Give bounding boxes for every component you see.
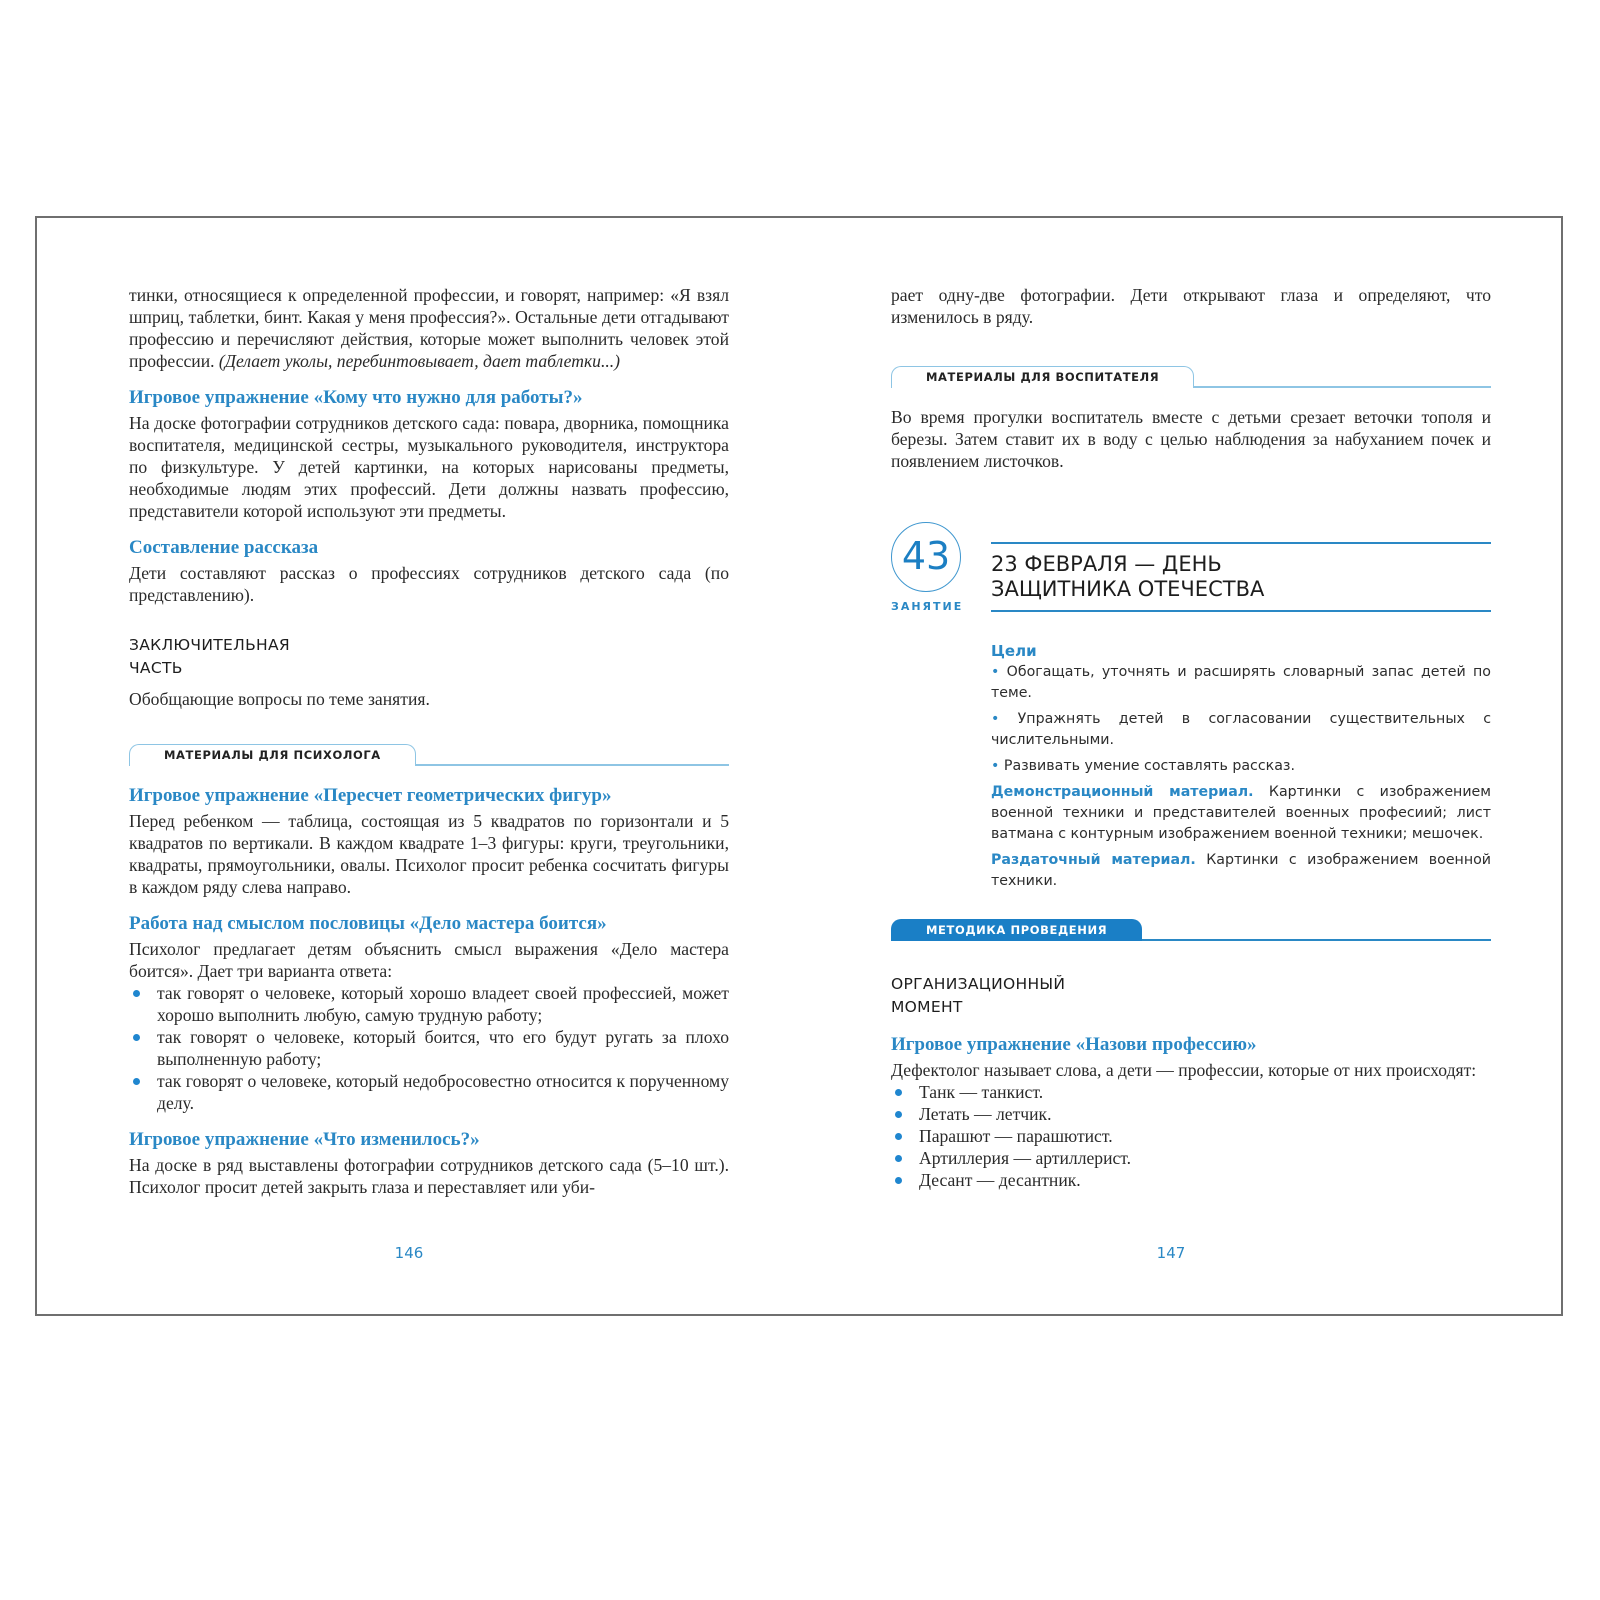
bullet-icon: •	[991, 664, 1007, 680]
goal-item	[991, 756, 1491, 777]
exercise-text-who-needs-what: На доске фотографии сотрудников детского сада: повара, дворника, помощника воспитателя, медицинской сестры, музыкального руководителя, инструктора по физкультуре. У детей картинки, на которых нарисованы предметы, необходимые людям этих профессий. Дети должны назвать профессию, представители которой используют эти предметы.	[129, 413, 729, 521]
bullet-icon	[895, 1177, 902, 1184]
list-item	[129, 1026, 729, 1070]
exercise-heading-proverb: Работа над смыслом пословицы «Дело мастера боится»	[129, 913, 607, 934]
exercise-heading-shapes: Игровое упражнение «Пересчет геометрических фигур»	[129, 785, 612, 806]
continued-paragraph: рает одну-две фотографии. Дети открывают глаза и определяют, что изменилось в ряду.	[891, 285, 1491, 327]
exercise-heading-what-changed: Игровое упражнение «Что изменилось?»	[129, 1129, 480, 1150]
exercise-text-story: Дети составляют рассказ о профессиях сотрудников детского сада (по представлению).	[129, 563, 729, 605]
final-part-heading-line1: ЗАКЛЮЧИТЕЛЬНАЯ	[129, 636, 290, 654]
final-part-heading-line2: ЧАСТЬ	[129, 659, 183, 677]
lesson-number-badge: 43	[891, 522, 961, 592]
proverb-options-list	[129, 982, 729, 1114]
lesson-goals	[991, 642, 1491, 892]
demo-materials	[991, 782, 1491, 845]
bullet-icon	[133, 990, 140, 997]
tab-label: МАТЕРИАЛЫ ДЛЯ ВОСПИТАТЕЛЯ	[891, 366, 1194, 388]
lesson-header	[891, 522, 1491, 630]
list-item-text: так говорят о человеке, который боится, что его будут ругать за плохо выполненную работу;	[157, 1027, 729, 1069]
page-146	[37, 218, 801, 1314]
bullet-icon	[895, 1111, 902, 1118]
list-item	[891, 1081, 1491, 1103]
lesson-title-line1: 23 ФЕВРАЛЯ — ДЕНЬ	[991, 552, 1222, 576]
teacher-materials-tab	[891, 362, 1491, 388]
left-column	[129, 284, 729, 1198]
bullet-icon: •	[991, 758, 1004, 774]
list-item-text: Десант — десантник.	[919, 1170, 1081, 1190]
tab-label: МАТЕРИАЛЫ ДЛЯ ПСИХОЛОГА	[129, 744, 416, 766]
list-item	[891, 1169, 1491, 1191]
intro-paragraph	[129, 284, 729, 372]
goal-text: Обогащать, уточнять и расширять словарный запас детей по теме.	[991, 664, 1491, 701]
list-item-text: так говорят о человеке, который недобросовестно относится к порученному делу.	[157, 1071, 729, 1113]
goal-item	[991, 709, 1491, 751]
tab-label: МЕТОДИКА ПРОВЕДЕНИЯ	[891, 919, 1142, 941]
handout-materials-lead: Раздаточный материал.	[991, 852, 1196, 868]
methodology-tab	[891, 915, 1491, 941]
list-item	[129, 1070, 729, 1114]
list-item	[129, 982, 729, 1026]
goal-item	[991, 662, 1491, 704]
list-item-text: Артиллерия — артиллерист.	[919, 1148, 1132, 1168]
intro-text: тинки, относящиеся к определенной профессии, и говорят, например: «Я взял шприц, таблетки, бинт. Какая у меня профессия?». Остальные дети отгадывают профессию и перечисляют действия, которые может выполнить человек этой профессии.	[129, 285, 729, 371]
exercise-heading-story: Составление рассказа	[129, 537, 319, 558]
exercise-heading-name-profession: Игровое упражнение «Назови профессию»	[891, 1034, 1257, 1055]
bullet-icon	[895, 1133, 902, 1140]
exercise-text-what-changed: На доске в ряд выставлены фотографии сотрудников детского сада (5–10 шт.). Психолог просит детей закрыть глаза и переставляет или уби-	[129, 1155, 729, 1197]
exercise-text-name-profession: Дефектолог называет слова, а дети — профессии, которые от них происходят:	[891, 1060, 1477, 1080]
handout-materials-text: Картинки с изображением военной техники.	[991, 852, 1492, 889]
demo-materials-text: Картинки с изображением военной техники и представителей военных професиий; лист ватмана с контурным изображением военной техники; мешочек.	[991, 784, 1491, 842]
profession-pairs-list	[891, 1081, 1491, 1191]
list-item-text: Танк — танкист.	[919, 1082, 1044, 1102]
exercise-heading-who-needs-what: Игровое упражнение «Кому что нужно для работы?»	[129, 387, 583, 408]
title-top-rule	[991, 542, 1491, 544]
lesson-label: ЗАНЯТИЕ	[891, 600, 964, 613]
goal-text: Развивать умение составлять рассказ.	[1003, 758, 1295, 774]
list-item-text: Летать — летчик.	[919, 1104, 1052, 1124]
bullet-icon	[133, 1034, 140, 1041]
bullet-icon	[133, 1078, 140, 1085]
exercise-text-proverb: Психолог предлагает детям объяснить смысл выражения «Дело мастера боится». Дает три варианта ответа:	[129, 939, 729, 981]
exercise-text-shapes: Перед ребенком — таблица, состоящая из 5 квадратов по горизонтали и 5 квадратов по вертикали. В каждом квадрате 1–3 фигуры: круги, треугольники, квадраты, прямоугольники, овалы. Психолог просит ребенка сосчитать фигуры в каждом ряду слева направо.	[129, 811, 729, 897]
goals-heading: Цели	[991, 642, 1037, 660]
org-moment-heading-line2: МОМЕНТ	[891, 998, 963, 1016]
lesson-title-block	[991, 542, 1491, 612]
teacher-materials-text: Во время прогулки воспитатель вместе с детьми срезает веточки тополя и березы. Затем ставит их в воду с целью наблюдения за набуханием почек и появлением листочков.	[891, 407, 1491, 471]
title-bottom-rule	[991, 610, 1491, 612]
list-item	[891, 1125, 1491, 1147]
page-number-right: 147	[1156, 1244, 1186, 1262]
demo-materials-lead: Демонстрационный материал.	[991, 784, 1254, 800]
book-spread	[35, 216, 1563, 1316]
right-column	[891, 284, 1491, 1191]
list-item-text: так говорят о человеке, который хорошо владеет своей профессией, может хорошо выполнить любую, самую трудную работу;	[157, 983, 729, 1025]
page-number-left: 146	[394, 1244, 424, 1262]
handout-materials	[991, 850, 1491, 892]
lesson-title	[991, 552, 1491, 602]
org-moment-heading-line1: ОРГАНИЗАЦИОННЫЙ	[891, 975, 1066, 993]
bullet-icon	[895, 1155, 902, 1162]
list-item-text: Парашют — парашютист.	[919, 1126, 1113, 1146]
page-147	[801, 218, 1565, 1314]
bullet-icon: •	[991, 711, 1018, 727]
bullet-icon	[895, 1089, 902, 1096]
lesson-title-line2: ЗАЩИТНИКА ОТЕЧЕСТВА	[991, 577, 1265, 601]
psychologist-materials-tab	[129, 740, 729, 766]
goal-text: Упражнять детей в согласовании существительных с числительными.	[991, 711, 1491, 748]
final-part-text: Обобщающие вопросы по теме занятия.	[129, 689, 430, 709]
list-item	[891, 1103, 1491, 1125]
list-item	[891, 1147, 1491, 1169]
intro-italic-text: (Делает уколы, перебинтовывает, дает таблетки...)	[218, 351, 621, 371]
